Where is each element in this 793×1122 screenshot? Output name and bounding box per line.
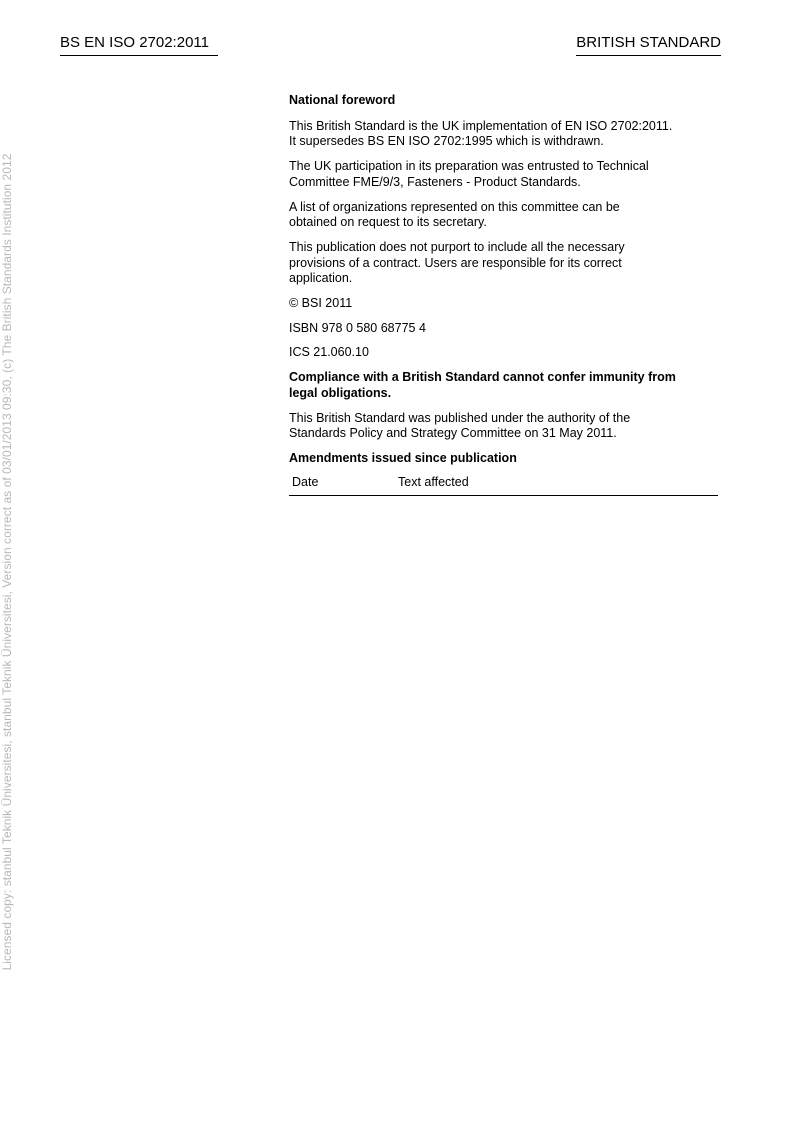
paragraph-line: obtained on request to its secretary. <box>289 215 487 230</box>
paragraph-line: provisions of a contract. Users are responsible for its correct <box>289 255 622 270</box>
ics-code: ICS 21.060.10 <box>289 345 369 360</box>
paragraph-line: This publication does not purport to include all the necessary <box>289 239 625 254</box>
document-number-header: BS EN ISO 2702:2011 <box>60 33 218 56</box>
column-header-text-affected: Text affected <box>395 470 718 496</box>
implementation-paragraph <box>289 119 721 150</box>
isbn-number: ISBN 978 0 580 68775 4 <box>289 320 426 335</box>
paragraph-line: Compliance with a British Standard cannot confer immunity from <box>289 370 676 385</box>
compliance-statement <box>289 370 721 401</box>
copyright-notice: © BSI 2011 <box>289 296 353 311</box>
foreword-title: National foreword <box>289 93 396 107</box>
paragraph-line: Committee FME/9/3, Fasteners - Product Standards. <box>289 174 581 189</box>
paragraph-line: A list of organizations represented on this committee can be <box>289 199 620 214</box>
paragraph-line: This British Standard was published under the authority of the <box>289 410 631 425</box>
paragraph-line: It supersedes BS EN ISO 2702:1995 which is withdrawn. <box>289 134 604 149</box>
standard-type-header: BRITISH STANDARD <box>576 33 721 56</box>
column-header-date: Date <box>289 470 395 496</box>
paragraph-line: application. <box>289 271 353 286</box>
paragraph-line: legal obligations. <box>289 385 392 400</box>
amendments-title: Amendments issued since publication <box>289 450 517 465</box>
license-watermark-text: Licensed copy: stanbul Teknik Üniversitesi, stanbul Teknik Üniversitesi, Version correct as of 03/01/2013 09:30, (c) The British Standards Institution 2012 <box>0 153 14 971</box>
contract-disclaimer-paragraph <box>289 240 721 287</box>
amendments-table-header-row <box>289 470 718 496</box>
committee-list-paragraph <box>289 200 721 231</box>
paragraph-line: The UK participation in its preparation was entrusted to Technical <box>289 159 649 174</box>
license-watermark <box>0 0 14 1122</box>
amendments-table <box>289 470 718 497</box>
paragraph-line: Standards Policy and Strategy Committee on 31 May 2011. <box>289 426 617 441</box>
participation-paragraph <box>289 159 721 190</box>
national-foreword <box>289 93 721 496</box>
publication-authority-paragraph <box>289 411 721 442</box>
paragraph-line: This British Standard is the UK implementation of EN ISO 2702:2011. <box>289 118 673 133</box>
